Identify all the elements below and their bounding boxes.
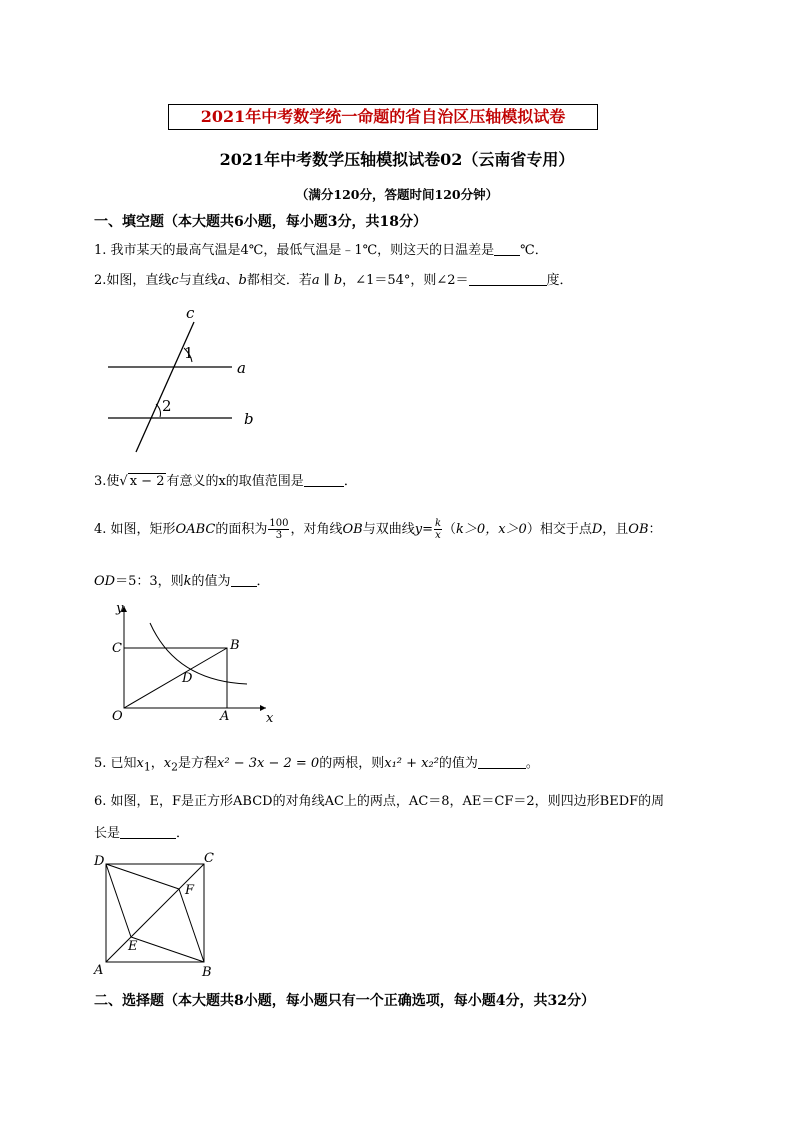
exam-title: 2021年中考数学压轴模拟试卷02（云南省专用） <box>219 150 575 169</box>
q2-text: 都相交．若 <box>246 273 312 288</box>
segment-de <box>106 864 131 937</box>
q2-tail: 度． <box>546 273 573 288</box>
q4-text: 4. 如图，矩形 <box>94 522 176 537</box>
q3-text: 3.使 <box>94 474 120 489</box>
q6-text: 6. 如图，E，F是正方形ABCD的对角线AC上的两点，AC＝8，AE＝CF＝2，则四边形BEDF的周 <box>94 794 665 809</box>
answer-blank[interactable] <box>478 755 526 769</box>
label-c: c <box>186 304 195 322</box>
point-label-b: B <box>202 965 212 980</box>
label-angle-2: 2 <box>162 397 172 415</box>
q6-tail: ． <box>176 826 190 841</box>
q4-text: （ <box>443 522 457 537</box>
q2-text: 与直线 <box>178 273 218 288</box>
fraction-numerator: k <box>434 518 442 529</box>
question-1-text: 1. 我市某天的最高气温是4℃，最低气温是﹣1℃，则这天的日温差是 <box>94 243 495 258</box>
area-fraction <box>268 518 289 541</box>
segment-df <box>106 864 179 889</box>
parallel-condition: a ∥ b <box>311 273 343 288</box>
answer-blank[interactable] <box>120 825 176 839</box>
question-2 <box>94 269 573 288</box>
equals-sign: = <box>422 522 433 537</box>
exam-subtitle: （满分120分，答题时间120分钟） <box>295 187 499 202</box>
q2-text: 、 <box>225 273 239 288</box>
fraction-denominator: x <box>435 530 441 541</box>
point-label-f: F <box>185 883 195 898</box>
point-label-a: A <box>94 963 104 978</box>
question-6-line-2 <box>94 822 189 841</box>
answer-blank[interactable] <box>494 242 520 256</box>
answer-blank[interactable] <box>304 473 344 487</box>
q4-text: ）相交于点 <box>526 522 592 537</box>
diag-ob: OB <box>342 522 363 537</box>
hyperbola-fraction <box>434 518 442 541</box>
q5-text: 是方程 <box>178 756 218 771</box>
section-fill-in-heading: 一、填空题（本大题共6小题，每小题3分，共18分） <box>94 214 427 230</box>
q3-text: 有意义的x的取值范围是 <box>166 474 304 489</box>
var-a: a <box>217 273 226 288</box>
diagonal-ac <box>106 864 204 962</box>
point-label-e: E <box>128 939 138 954</box>
var-b: b <box>238 273 247 288</box>
q2-text: ，∠1＝54°，则∠2＝ <box>342 273 469 288</box>
q4-text: ，且 <box>602 522 629 537</box>
point-label-d: D <box>94 854 105 869</box>
q4-text: 的值为 <box>191 574 231 589</box>
question-6 <box>94 790 664 809</box>
var-x1: x <box>136 756 144 771</box>
question-3 <box>94 470 357 489</box>
radicand: x − 2 <box>129 474 165 489</box>
question-4 <box>94 518 662 541</box>
question-1-tail: ℃． <box>520 243 548 258</box>
label-b: b <box>244 410 254 428</box>
var-x2: x <box>163 756 172 771</box>
q4-text: 的面积为 <box>215 522 268 537</box>
rect-name: OABC <box>175 522 216 537</box>
question-4-line-2 <box>94 570 270 589</box>
label-angle-1: 1 <box>184 344 194 362</box>
line-c <box>136 322 194 452</box>
answer-blank[interactable] <box>469 272 547 286</box>
q5-tail: 。 <box>525 756 539 771</box>
q5-text: 的值为 <box>438 756 478 771</box>
question-1 <box>94 239 548 258</box>
section-choice-heading: 二、选择题（本大题共8小题，每小题只有一个正确选项，每小题4分，共32分） <box>94 993 595 1009</box>
hyperbola-curve <box>150 623 247 684</box>
point-label-a: A <box>220 709 230 724</box>
var-c: c <box>171 273 179 288</box>
segment-fb <box>179 889 204 962</box>
q4-text: ＝5：3，则 <box>115 574 184 589</box>
q3-tail: ． <box>343 474 357 489</box>
point-label-d: D <box>182 671 193 686</box>
segment-ob: OB <box>628 522 649 537</box>
q4-text: 与双曲线 <box>362 522 415 537</box>
quadratic-equation: x² − 3x − 2 = 0 <box>217 756 320 771</box>
hyperbola-rectangle-figure <box>104 596 284 726</box>
q4-text: ： <box>648 522 662 537</box>
label-a: a <box>237 359 246 377</box>
fraction-denominator: 3 <box>275 530 283 541</box>
q5-text: 5. 已知 <box>94 756 137 771</box>
segment-eb <box>131 937 204 962</box>
sum-of-squares: x₁² + x₂² <box>384 756 439 771</box>
var-k: k <box>183 574 192 589</box>
point-d: D <box>591 522 603 537</box>
parallel-lines-figure <box>100 300 270 460</box>
q4-tail: ． <box>256 574 270 589</box>
point-label-o: O <box>112 709 123 724</box>
question-5 <box>94 752 539 774</box>
domain-condition: k＞0，x＞0 <box>456 522 527 537</box>
fraction-numerator: 100 <box>269 518 289 529</box>
q2-text: 2.如图，直线 <box>94 273 172 288</box>
subscript-2: 2 <box>171 760 179 774</box>
q5-text: ， <box>150 756 164 771</box>
var-y: y <box>414 522 423 537</box>
point-label-b: B <box>230 638 240 653</box>
subscript-1: 1 <box>143 760 151 774</box>
sqrt-symbol: √ <box>119 474 128 489</box>
axis-label-x: x <box>266 711 274 726</box>
segment-od: OD <box>94 574 116 589</box>
answer-blank[interactable] <box>231 573 257 587</box>
axis-label-y: y <box>116 601 124 616</box>
series-banner: 2021年中考数学统一命题的省自治区压轴模拟试卷 <box>168 104 598 130</box>
square-abcd-figure <box>90 848 230 984</box>
q5-text: 的两根，则 <box>319 756 385 771</box>
point-label-c: C <box>112 641 122 656</box>
q6-text: 长是 <box>94 826 121 841</box>
point-label-c: C <box>204 851 214 866</box>
q4-text: ，对角线 <box>290 522 343 537</box>
